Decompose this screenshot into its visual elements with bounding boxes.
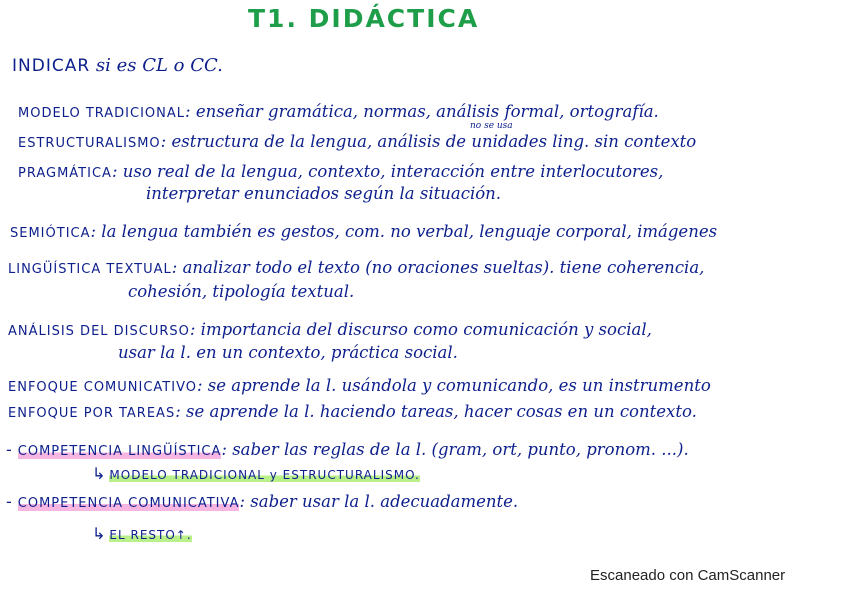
competence-sub-term: EL RESTO↑. — [109, 528, 192, 542]
competence-definition: : saber las reglas de la l. (gram, ort, punto, pronom. ...). — [221, 440, 689, 459]
entry-term: SEMIÓTICA — [10, 226, 91, 241]
scanner-watermark: Escaneado con CamScanner — [590, 567, 786, 584]
entry-term: ANÁLISIS DEL DISCURSO — [8, 324, 190, 339]
entry-definition: : enseñar gramática, normas, análisis formal, ortografía. — [185, 102, 659, 121]
entry-term: MODELO TRADICIONAL — [18, 106, 186, 121]
entry-definition: : la lengua también es gestos, com. no verbal, lenguaje corporal, imágenes — [90, 222, 718, 241]
entry-definition: : se aprende la l. haciendo tareas, hacer cosas en un contexto. — [175, 402, 697, 421]
entry-analisis-discurso-cont — [118, 343, 458, 362]
instruction-line — [12, 55, 223, 76]
entry-linguistica-textual — [8, 258, 704, 277]
instruction-term: INDICAR — [12, 56, 91, 76]
entry-definition: : se aprende la l. usándola y comunicando, es un instrumento — [196, 376, 711, 395]
entry-semiotica — [10, 222, 717, 241]
entry-definition-cont: cohesión, tipología textual. — [128, 282, 355, 301]
entry-definition-cont: interpretar enunciados según la situación. — [146, 184, 502, 203]
page-title: T1. DIDÁCTICA — [248, 4, 480, 33]
competence-term: COMPETENCIA LINGÜÍSTICA — [17, 444, 222, 459]
entry-definition: : analizar todo el texto (no oraciones sueltas). tiene coherencia, — [171, 258, 705, 277]
bullet-dash: - — [6, 492, 12, 511]
entry-analisis-discurso — [8, 320, 652, 339]
entry-enfoque-tareas — [8, 402, 697, 421]
entry-linguistica-textual-cont — [128, 282, 354, 301]
entry-estructuralismo — [18, 132, 696, 151]
entry-definition-cont: usar la l. en un contexto, práctica social. — [118, 343, 458, 362]
competence-definition: : saber usar la l. adecuadamente. — [239, 492, 519, 511]
entry-term: LINGÜÍSTICA TEXTUAL — [8, 262, 172, 277]
competence-comunicativa-sub — [92, 524, 192, 543]
competence-sub-term: MODELO TRADICIONAL y ESTRUCTURALISMO. — [109, 468, 420, 482]
arrow-icon: ↳ — [92, 464, 106, 483]
margin-note: no se usa — [470, 121, 513, 131]
competence-linguistica — [6, 440, 689, 459]
competence-term: COMPETENCIA COMUNICATIVA — [17, 496, 240, 511]
entry-enfoque-comunicativo — [8, 376, 711, 395]
entry-term: PRAGMÁTICA — [18, 166, 112, 181]
competence-linguistica-sub — [92, 464, 420, 483]
bullet-dash: - — [6, 440, 12, 459]
entry-definition: : importancia del discurso como comunicación y social, — [189, 320, 652, 339]
entry-term: ENFOQUE POR TAREAS — [8, 406, 176, 421]
competence-comunicativa — [6, 492, 518, 511]
entry-definition: : estructura de la lengua, análisis de unidades ling. sin contexto — [160, 132, 697, 151]
entry-modelo-tradicional — [18, 102, 659, 121]
entry-term: ESTRUCTURALISMO — [18, 136, 161, 151]
arrow-icon: ↳ — [92, 524, 106, 543]
entry-term: ENFOQUE COMUNICATIVO — [8, 380, 197, 395]
entry-pragmatica — [18, 162, 663, 181]
entry-definition: : uso real de la lengua, contexto, interacción entre interlocutores, — [111, 162, 664, 181]
entry-pragmatica-cont — [146, 184, 501, 203]
instruction-text: si es CL o CC. — [90, 55, 223, 76]
